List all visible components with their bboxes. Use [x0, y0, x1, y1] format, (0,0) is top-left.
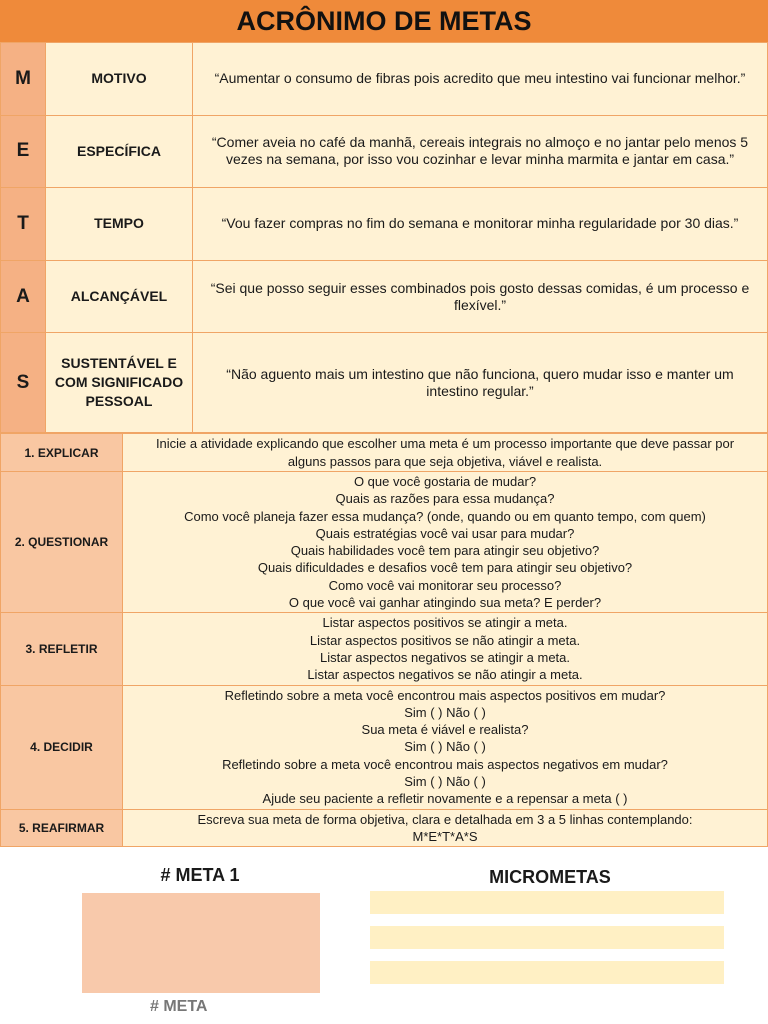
step-line: Quais as razões para essa mudança? [335, 491, 555, 507]
acronym-label: TEMPO [46, 188, 193, 261]
page-title: ACRÔNIMO DE METAS [0, 0, 768, 42]
acronym-row-m [1, 43, 768, 116]
micrometa-line [370, 926, 724, 949]
step-content [123, 434, 768, 472]
step-label: 1. EXPLICAR [1, 434, 123, 472]
step-line: Ajude seu paciente a refletir novamente e a repensar a meta ( ) [262, 791, 628, 807]
step-label: 4. DECIDIR [1, 685, 123, 809]
step-content [123, 613, 768, 685]
step-line: O que você gostaria de mudar? [353, 473, 537, 489]
step-line: Refletindo sobre a meta você encontrou mais aspectos positivos em mudar? [224, 687, 666, 703]
step-line: Sim ( ) Não ( ) [404, 739, 486, 755]
micrometa-line [370, 961, 724, 984]
step-line: Sua meta é viável e realista? [361, 722, 529, 738]
micrometa-line [370, 891, 724, 914]
step-line: Inicie a atividade explicando que escolher uma meta é um processo importante que deve passar por [155, 436, 735, 452]
step-line: Como você vai monitorar seu processo? [328, 577, 562, 593]
step-line: Listar aspectos negativos se atingir a meta. [319, 649, 571, 665]
step-line: Sim ( ) Não ( ) [404, 704, 486, 720]
meta1-title: # META 1 [160, 865, 240, 886]
acronym-letter: M [1, 43, 46, 116]
acronym-label: ESPECÍFICA [46, 115, 193, 188]
micrometas-title: MICROMETAS [489, 867, 611, 888]
acronym-letter: T [1, 188, 46, 261]
step-line: Quais estratégias você vai usar para mudar? [315, 525, 575, 541]
step-line: Listar aspectos negativos se não atingir a meta. [307, 667, 583, 683]
acronym-label: MOTIVO [46, 43, 193, 116]
steps-table [0, 433, 768, 847]
step-line: O que você vai ganhar atingindo sua meta? E perder? [288, 595, 602, 611]
step-line: Como você planeja fazer essa mudança? (onde, quando ou em quanto tempo, com quem) [184, 508, 706, 524]
meta2-title: # META [150, 998, 208, 1016]
step-line: M*E*T*A*S [412, 828, 478, 844]
step-row-decidir [1, 685, 768, 809]
step-line: Escreva sua meta de forma objetiva, clara e detalhada em 3 a 5 linhas contemplando: [197, 811, 693, 827]
step-line: Sim ( ) Não ( ) [404, 774, 486, 790]
acronym-row-s [1, 333, 768, 433]
step-line: Refletindo sobre a meta você encontrou mais aspectos negativos em mudar? [222, 756, 668, 772]
acronym-label: ALCANÇÁVEL [46, 260, 193, 333]
acronym-label: SUSTENTÁVEL E COM SIGNIFICADO PESSOAL [46, 333, 193, 433]
step-content [123, 685, 768, 809]
acronym-row-e [1, 115, 768, 188]
acronym-text: “Sei que posso seguir esses combinados pois gosto dessas comidas, é um processo e flexível.” [193, 260, 768, 333]
acronym-table [0, 42, 768, 433]
step-row-questionar [1, 471, 768, 612]
step-row-explicar [1, 434, 768, 472]
step-line: alguns passos para que seja objetiva, viável e realista. [287, 453, 603, 469]
goals-section [0, 847, 768, 1016]
acronym-text: “Vou fazer compras no fim do semana e monitorar minha regularidade por 30 dias.” [193, 188, 768, 261]
step-line: Listar aspectos positivos se não atingir a meta. [309, 632, 581, 648]
acronym-letter: A [1, 260, 46, 333]
acronym-row-a [1, 260, 768, 333]
acronym-text: “Não aguento mais um intestino que não funciona, quero mudar isso e manter um intestino regular.” [193, 333, 768, 433]
meta1-box [82, 893, 320, 993]
acronym-letter: E [1, 115, 46, 188]
step-row-refletir [1, 613, 768, 685]
acronym-text: “Comer aveia no café da manhã, cereais integrais no almoço e no jantar pelo menos 5 vezes na semana, por isso vou cozinhar e levar minha marmita e jantar em casa.” [193, 115, 768, 188]
step-row-reafirmar [1, 809, 768, 847]
step-content [123, 809, 768, 847]
step-label: 2. QUESTIONAR [1, 471, 123, 612]
acronym-text: “Aumentar o consumo de fibras pois acredito que meu intestino vai funcionar melhor.” [193, 43, 768, 116]
step-line: Quais dificuldades e desafios você tem para atingir seu objetivo? [257, 560, 633, 576]
step-content [123, 471, 768, 612]
step-line: Listar aspectos positivos se atingir a meta. [322, 615, 568, 631]
acronym-letter: S [1, 333, 46, 433]
acronym-row-t [1, 188, 768, 261]
step-label: 3. REFLETIR [1, 613, 123, 685]
step-label: 5. REAFIRMAR [1, 809, 123, 847]
step-line: Quais habilidades você tem para atingir seu objetivo? [290, 543, 600, 559]
